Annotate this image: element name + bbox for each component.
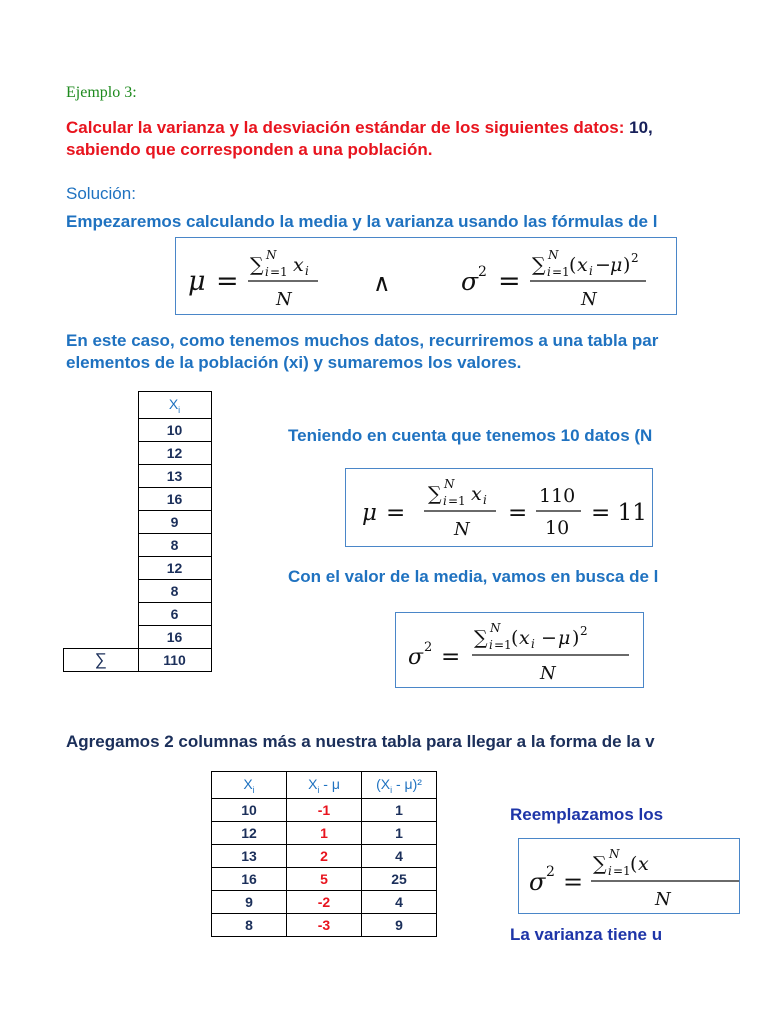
- svg-text:N: N: [540, 663, 556, 684]
- formula-box-mean-variance: [175, 237, 677, 315]
- svg-text:): ): [572, 627, 580, 649]
- svg-text:N: N: [276, 289, 292, 310]
- svg-text:μ: μ: [610, 254, 623, 276]
- svg-text:x: x: [519, 627, 530, 649]
- table-row: [64, 534, 212, 557]
- svg-text:2: 2: [631, 251, 639, 265]
- table-row: [212, 914, 437, 937]
- table-cell: -2: [287, 891, 362, 914]
- formula-box-variance: [395, 612, 644, 688]
- svg-text:x: x: [577, 254, 588, 276]
- table-cell-xi: 12: [138, 442, 211, 465]
- formula-box-mean-result: [345, 468, 653, 547]
- svg-text:i: i: [589, 264, 593, 278]
- table-row: [64, 488, 212, 511]
- svg-text:=: =: [508, 500, 528, 526]
- explain-line1: En este caso, como tenemos muchos datos, recurriremos a una tabla par: [66, 331, 659, 350]
- mean-value: = 11: [591, 500, 647, 526]
- svg-text:x: x: [471, 483, 482, 505]
- svg-text:N: N: [609, 847, 620, 861]
- svg-text:i: i: [531, 637, 535, 651]
- table-cell-xi: 8: [138, 580, 211, 603]
- table-cell: 9: [212, 891, 287, 914]
- table-cell: 4: [362, 891, 437, 914]
- svg-text:μ: μ: [558, 627, 571, 649]
- svg-text:N: N: [444, 477, 455, 491]
- header-sub: i: [317, 784, 320, 795]
- solution-intro: Empezaremos calculando la media y la varianza usando las fórmulas de l: [66, 212, 658, 231]
- table-cell: 2: [287, 845, 362, 868]
- svg-text:(: (: [511, 627, 519, 649]
- header-main: X: [308, 775, 318, 792]
- mean-variance-formula: [176, 238, 676, 314]
- svg-text:∑: ∑: [428, 483, 442, 505]
- table-cell-xi: 16: [138, 488, 211, 511]
- table-cell-xi: 8: [138, 534, 211, 557]
- varianza-tiene-text: La varianza tiene u: [510, 925, 663, 944]
- problem-statement-line2: sabiendo que corresponden a una población.: [66, 140, 433, 159]
- table-cell: 13: [212, 845, 287, 868]
- table-cell: -3: [287, 914, 362, 937]
- svg-text:=1: =1: [552, 265, 570, 279]
- header-sub: i: [390, 784, 393, 795]
- svg-text:−: −: [595, 254, 611, 276]
- svg-text:x: x: [638, 853, 649, 875]
- header-main: X: [243, 775, 253, 792]
- table-cell-xi: 6: [138, 603, 211, 626]
- table-row: [212, 868, 437, 891]
- svg-text:−: −: [541, 627, 557, 649]
- svg-text:i: i: [483, 493, 487, 507]
- table-row: [212, 845, 437, 868]
- svg-text:=: =: [386, 500, 406, 526]
- svg-text:=1: =1: [270, 265, 288, 279]
- table-row: [64, 442, 212, 465]
- svg-text:σ: σ: [529, 868, 546, 896]
- example-heading: Ejemplo 3:: [66, 84, 137, 101]
- svg-text:2: 2: [478, 264, 487, 280]
- svg-text:i: i: [443, 494, 447, 508]
- svg-text:N: N: [655, 889, 671, 910]
- table-cell-xi: 13: [138, 465, 211, 488]
- header-x: X: [168, 395, 179, 412]
- table-cell: 1: [362, 822, 437, 845]
- svg-text:2: 2: [546, 864, 555, 880]
- table-row: [212, 799, 437, 822]
- table-row: [64, 557, 212, 580]
- svg-text:): ): [623, 254, 631, 276]
- table-cell-xi: 16: [138, 626, 211, 649]
- table-cell-xi: 9: [138, 511, 211, 534]
- table-cell: 16: [212, 868, 287, 891]
- svg-text:=1: =1: [448, 494, 466, 508]
- svg-text:i: i: [305, 264, 309, 278]
- reemplazamos-text: Reemplazamos los: [510, 805, 664, 824]
- variance-substitution-formula: [519, 839, 739, 913]
- table-cell: 1: [287, 822, 362, 845]
- svg-text:i: i: [265, 265, 269, 279]
- svg-text:=1: =1: [613, 864, 631, 878]
- table-header-row: [212, 772, 437, 799]
- sum-row: [64, 649, 212, 672]
- deviation-table: [211, 771, 437, 937]
- svg-text:=: =: [441, 644, 461, 670]
- table-row: [212, 891, 437, 914]
- sum-symbol: ∑: [64, 649, 139, 672]
- header-rest: - μ)²: [392, 775, 422, 792]
- svg-text:σ: σ: [461, 267, 479, 296]
- svg-text:i: i: [489, 638, 493, 652]
- svg-text:x: x: [293, 254, 304, 276]
- column-header: [212, 772, 287, 799]
- problem-data: 10,: [629, 118, 653, 137]
- formula-box-variance-substitution: [518, 838, 740, 914]
- solution-label: Solución:: [66, 184, 136, 203]
- header-rest: - μ: [319, 775, 340, 792]
- mean-result-formula: [346, 469, 652, 546]
- table-row: [64, 419, 212, 442]
- svg-text:=: =: [216, 266, 239, 297]
- table-cell: -1: [287, 799, 362, 822]
- teniendo-text: Teniendo en cuenta que tenemos 10 datos (N: [288, 426, 653, 445]
- svg-text:i: i: [608, 864, 612, 878]
- column-header: [287, 772, 362, 799]
- svg-text:2: 2: [424, 640, 433, 655]
- con-valor-text: Con el valor de la media, vamos en busca de l: [288, 567, 659, 586]
- header-sub: i: [252, 784, 255, 795]
- table-cell: 4: [362, 845, 437, 868]
- table-cell: 8: [212, 914, 287, 937]
- svg-text:σ: σ: [408, 645, 424, 670]
- table-cell: 5: [287, 868, 362, 891]
- svg-text:(: (: [569, 254, 577, 276]
- table-row: [64, 626, 212, 649]
- problem-text: Calcular la varianza y la desviación estándar de los siguientes datos:: [66, 118, 630, 137]
- sum-value: 110: [138, 649, 211, 672]
- svg-text:∑: ∑: [532, 254, 546, 276]
- svg-text:2: 2: [580, 624, 588, 638]
- svg-text:N: N: [548, 248, 559, 262]
- agregamos-text: Agregamos 2 columnas más a nuestra tabla para llegar a la forma de la v: [66, 732, 655, 751]
- table-cell-xi: 10: [138, 419, 211, 442]
- mean-numerator: 110: [539, 485, 576, 507]
- header-main: (X: [376, 775, 391, 792]
- svg-text:=1: =1: [494, 638, 512, 652]
- svg-text:N: N: [490, 621, 501, 635]
- explain-line2: elementos de la población (xi) y sumaremos los valores.: [66, 353, 522, 372]
- table-cell: 12: [212, 822, 287, 845]
- table-cell: 9: [362, 914, 437, 937]
- svg-text:i: i: [547, 265, 551, 279]
- svg-text:∑: ∑: [474, 627, 488, 649]
- variance-formula: [396, 613, 643, 687]
- svg-text:N: N: [454, 519, 470, 540]
- column-header-xi: [138, 392, 211, 419]
- svg-text:∑: ∑: [250, 254, 264, 276]
- svg-text:=: =: [498, 266, 521, 297]
- table-cell: 25: [362, 868, 437, 891]
- table-cell: 1: [362, 799, 437, 822]
- svg-text:=: =: [563, 868, 584, 896]
- table-row: [64, 603, 212, 626]
- table-row: [212, 822, 437, 845]
- table-cell-xi: 12: [138, 557, 211, 580]
- svg-text:∑: ∑: [593, 853, 607, 875]
- table-row: [64, 465, 212, 488]
- table-cell: 10: [212, 799, 287, 822]
- table-header-row: [64, 392, 212, 419]
- svg-text:(: (: [630, 853, 638, 875]
- svg-text:μ: μ: [188, 266, 206, 297]
- svg-text:N: N: [581, 289, 597, 310]
- problem-statement-line1: [66, 117, 653, 139]
- svg-text:N: N: [266, 248, 277, 262]
- table-row: [64, 511, 212, 534]
- table-row: [64, 580, 212, 603]
- and-symbol: ∧: [373, 269, 391, 297]
- svg-text:μ: μ: [362, 500, 377, 526]
- column-header: [362, 772, 437, 799]
- header-sub: i: [178, 404, 181, 415]
- data-table: [63, 391, 212, 672]
- mean-denominator: 10: [545, 517, 570, 539]
